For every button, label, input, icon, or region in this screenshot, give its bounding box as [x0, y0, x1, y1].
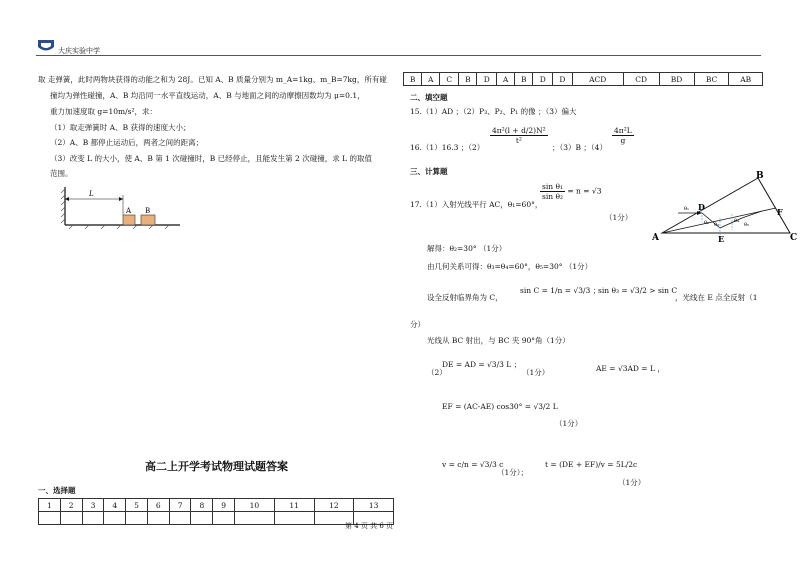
v-equation: v = c/n = √3/3 c	[442, 460, 504, 469]
exit-bc: 光线从 BC 射出，与 BC 夹 90°角（1分）	[427, 336, 570, 345]
school-logo	[36, 38, 56, 54]
critical-angle-eq: sin C = 1/n = √3/3 ；	[520, 286, 601, 295]
choice-number: 5	[126, 499, 148, 512]
choice-number: 7	[169, 499, 191, 512]
choice-number: 13	[354, 499, 394, 512]
ae-equation: AE = √3AD = L ，	[596, 364, 665, 373]
choice-answer: C	[440, 73, 459, 86]
v-score: （1分）；	[497, 468, 529, 477]
choice-number: 11	[274, 499, 314, 512]
q16-formula-2-numerator: 4π²(l + d/2)N²	[492, 126, 546, 135]
snell-numerator: sin θ₁	[542, 182, 563, 191]
choice-answer: B	[459, 73, 477, 86]
choice-number: 3	[82, 499, 104, 512]
q15-answer: 15.（1）AD ；（2）P₃、P₂、P₁ 的像 ；（3）偏大	[410, 107, 577, 116]
blocks-figure	[55, 185, 185, 230]
angle-theta3: θ₃	[714, 222, 720, 228]
choice-answer: CD	[623, 73, 659, 86]
choice-answer: B	[404, 73, 422, 86]
section2-heading: 二、填空题	[410, 93, 448, 102]
section3-heading: 三、计算题	[410, 167, 448, 176]
choice-answer: BD	[659, 73, 694, 86]
q16-formula-4-numerator: 4π²L	[614, 126, 632, 135]
choice-answer: D	[477, 73, 497, 86]
label-L: L	[89, 190, 94, 198]
problem-line: 取 走弹簧，此时两物块获得的动能之和为 28J。已知 A、B 质量分别为 m_A=1kg、m_B=7kg，所有碰	[38, 75, 387, 84]
choice-answer: ACD	[572, 73, 623, 86]
q16-formula-4	[612, 126, 634, 145]
problem-line: （3）改变 L 的大小，使 A、B 第 1 次碰撞时，B 已经停止，且能发生第 2 次碰撞，求 L 的取值	[50, 154, 372, 163]
choice-answer: B	[515, 73, 533, 86]
solve-theta2: 解得：θ₂=30° （1分）	[427, 244, 507, 253]
choice-number: 2	[60, 499, 82, 512]
q17-intro: 17.（1）入射光线平行 AC，θ₁=60°，	[410, 200, 543, 209]
choice-blank	[147, 512, 169, 525]
problem-line: （2）A、B 都停止运动后，两者之间的距离；	[50, 138, 204, 147]
angle-theta4: θ₄	[734, 218, 740, 224]
q16-formula-2-denominator: t²	[515, 136, 522, 145]
choice-answer: A	[422, 73, 440, 86]
total-reflection-note: ，光线在 E 点全反射（1	[675, 293, 758, 302]
point-D: D	[698, 202, 705, 212]
ef-equation: EF = (AC-AE) cos30° = √3/2 L	[442, 402, 558, 411]
t-equation: t = (DE + EF)/v = 5L/2c	[545, 460, 638, 469]
geometry-angles: 由几何关系可得：θ₃=θ₄=60°，θ₅=30° （1分）	[427, 262, 593, 271]
q16-formula-4-denominator: g	[620, 136, 626, 145]
choice-blank	[82, 512, 104, 525]
problem-line: 范围。	[50, 169, 73, 178]
choice-number: 10	[235, 499, 275, 512]
prism-diagram	[650, 170, 800, 245]
score-wrap: 分）	[410, 320, 425, 329]
choice-blank	[104, 512, 126, 525]
de-equation: DE = AD = √3/3 L ；	[442, 360, 522, 369]
school-name: 大庆实验中学	[58, 47, 100, 55]
vertex-C: C	[790, 233, 798, 243]
angle-theta5: θ₅	[744, 222, 750, 228]
page-footer: 第 4 页 共 6 页	[345, 522, 394, 530]
choice-blank	[169, 512, 191, 525]
choice-blank	[191, 512, 213, 525]
choice-blank	[235, 512, 275, 525]
answer-title: 高二上开学考试物理试题答案	[145, 460, 288, 473]
choice-answer: BC	[694, 73, 729, 86]
choice-number: 9	[213, 499, 235, 512]
problem-line: 撞均为弹性碰撞，A、B 均沿同一水平直线运动，A、B 与地面之间的动摩擦因数均为 μ=0.1，	[50, 91, 365, 100]
header-rule	[36, 55, 761, 56]
choice-number: 1	[39, 499, 61, 512]
choice-number: 8	[191, 499, 213, 512]
choice-blank	[274, 512, 314, 525]
q16-part-c: ；（3）B ；（4）	[552, 143, 607, 152]
point-E: E	[718, 234, 725, 244]
choice-blank	[39, 512, 61, 525]
snell-rhs: = n = √3	[567, 186, 602, 196]
choice-blank	[213, 512, 235, 525]
snell-equation	[540, 182, 601, 201]
q16-formula-2	[490, 126, 548, 145]
point-F: F	[777, 207, 783, 217]
choice-blank	[126, 512, 148, 525]
choice-answer: D	[553, 73, 573, 86]
choice-number: 4	[104, 499, 126, 512]
vertex-A: A	[652, 233, 659, 243]
t-score: （1分）	[618, 478, 646, 487]
critical-angle-compare: sin θ₃ = √3/2 > sin C	[598, 286, 678, 295]
part2-label: （2）	[427, 368, 447, 377]
choice-answer: A	[497, 73, 515, 86]
label-B: B	[145, 207, 151, 215]
de-score: （1分）	[522, 368, 550, 377]
problem-line: （1）取走弹簧时 A、B 获得的速度大小；	[50, 123, 191, 132]
choice-answer: D	[533, 73, 553, 86]
choice-number-table	[38, 498, 394, 525]
critical-angle-intro: 设全反射临界角为 C，	[427, 293, 503, 302]
snell-denominator: sin θ₂	[542, 192, 563, 201]
ef-score: （1分）	[555, 419, 583, 428]
choice-answer: AB	[729, 73, 763, 86]
problem-line: 重力加速度取 g=10m/s²，求：	[50, 107, 158, 116]
choice-number: 12	[314, 499, 354, 512]
section1-heading: 一、选择题	[38, 486, 76, 495]
q16-part-a: 16.（1）16.3 ；（2）	[410, 143, 485, 152]
choice-blank	[60, 512, 82, 525]
label-A: A	[126, 207, 132, 215]
angle-theta1: θ₁	[684, 206, 690, 212]
choice-answer-table	[403, 72, 763, 86]
choice-number: 6	[147, 499, 169, 512]
vertex-B: B	[756, 171, 764, 181]
score-1: （1分）	[605, 213, 633, 222]
angle-theta2: θ₂	[704, 220, 710, 226]
